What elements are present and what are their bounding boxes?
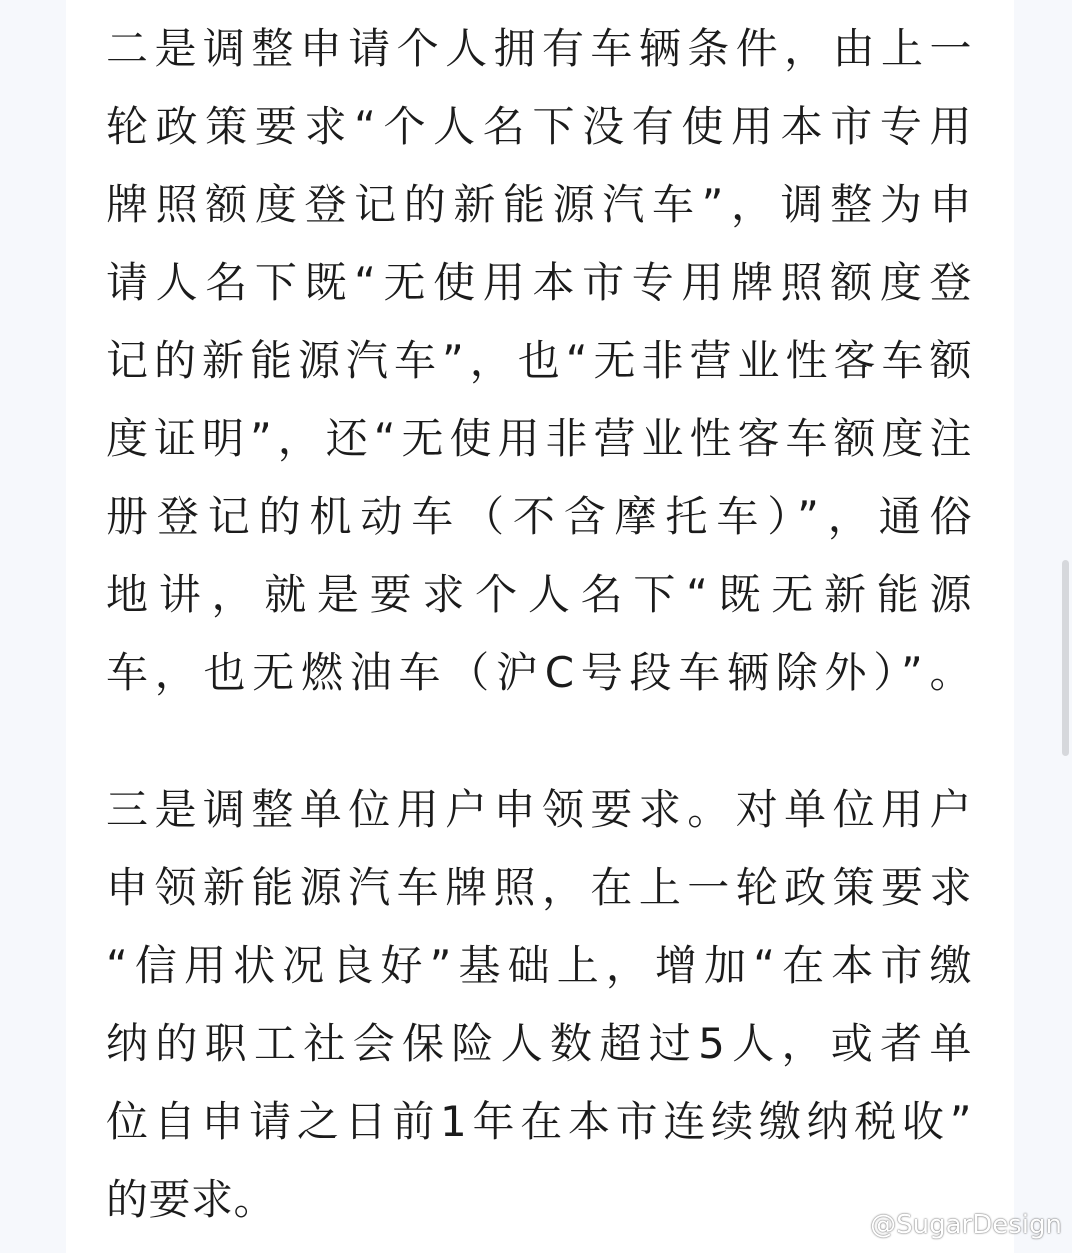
paragraph-line: 记的新能源汽车”，也“无非营业性客车额	[106, 336, 972, 385]
paragraph-line: 牌照额度登记的新能源汽车”，调整为申	[106, 180, 972, 229]
watermark	[828, 1207, 1062, 1243]
paragraph-line: 请人名下既“无使用本市专用牌照额度登	[106, 258, 972, 307]
paragraph-line: 地讲，就是要求个人名下“既无新能源	[106, 570, 972, 619]
paragraph-line: 申领新能源汽车牌照，在上一轮政策要求	[106, 863, 972, 912]
paragraph-line: 位自申请之日前1年在本市连续缴纳税收”	[106, 1097, 972, 1146]
paragraph-line: 纳的职工社会保险人数超过5人，或者单	[106, 1019, 972, 1068]
paragraph-line: 度证明”，还“无使用非营业性客车额度注	[106, 414, 972, 463]
watermark-text: @SugarDesign	[870, 1210, 1062, 1240]
weibo-icon	[828, 1209, 866, 1241]
paragraph-line: “信用状况良好”基础上，增加“在本市缴	[106, 941, 972, 990]
paragraph-line: 的要求。	[106, 1175, 277, 1224]
paragraph-line: 轮政策要求“个人名下没有使用本市专用	[106, 102, 972, 151]
paragraph-line: 二是调整申请个人拥有车辆条件，由上一	[106, 24, 972, 73]
paragraph-line: 册登记的机动车（不含摩托车）”，通俗	[106, 492, 972, 541]
paragraph-line: 车，也无燃油车（沪C号段车辆除外）”。	[106, 648, 972, 697]
article-paragraph-2	[106, 10, 972, 712]
scrollbar-thumb[interactable]	[1062, 560, 1069, 756]
article-paragraph-3	[106, 771, 972, 1239]
paragraph-line: 三是调整单位用户申领要求。对单位用户	[106, 785, 972, 834]
